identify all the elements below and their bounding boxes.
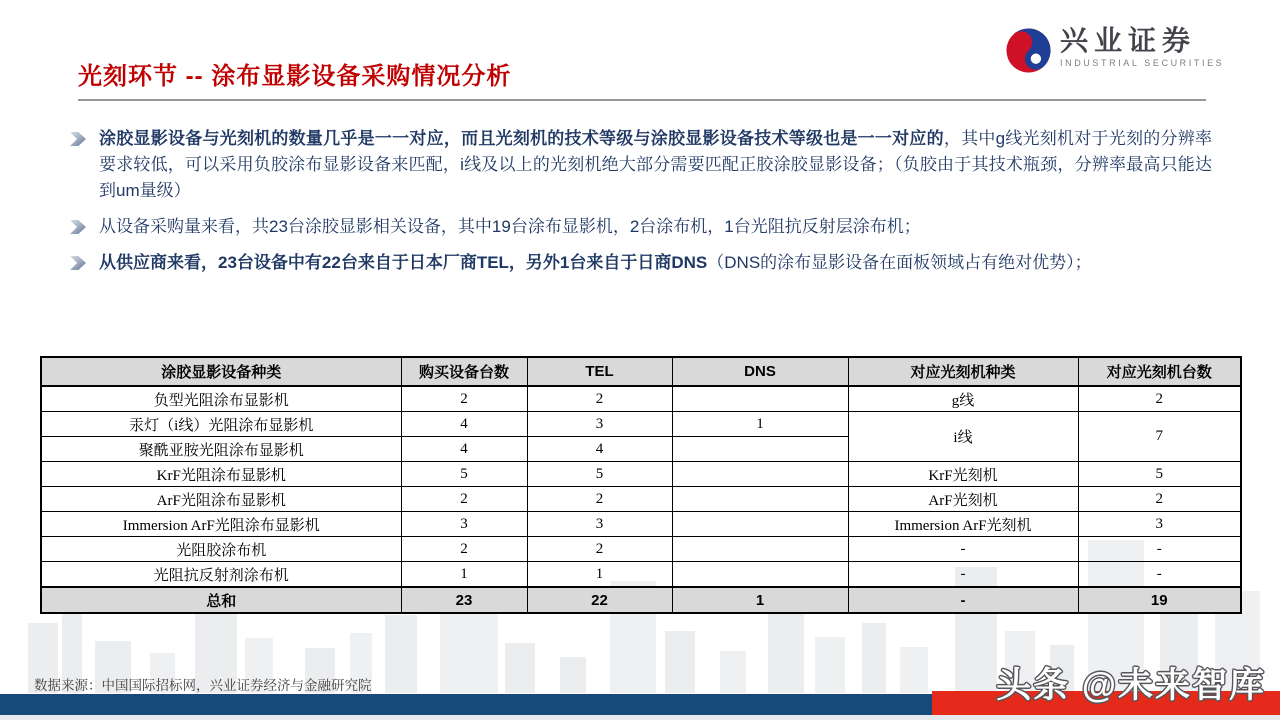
table-cell: 4 [527, 437, 672, 462]
table-cell: 3 [401, 512, 527, 537]
logo-company-subtitle: INDUSTRIAL SECURITIES [1060, 58, 1225, 68]
table-cell: 5 [401, 462, 527, 487]
table-cell [672, 537, 848, 562]
logo-text [1060, 26, 1224, 68]
table-cell: 3 [1078, 512, 1241, 537]
table-cell: 2 [1078, 487, 1241, 512]
table-cell: 聚酰亚胺光阻涂布显影机 [41, 437, 401, 462]
table-row [41, 537, 1241, 562]
logo-swirl-icon [1006, 28, 1051, 73]
table-cell: 2 [401, 487, 527, 512]
chevron-bullet-icon [70, 220, 86, 234]
column-header: 对应光刻机种类 [848, 357, 1078, 386]
total-cell: 23 [401, 587, 527, 613]
table-cell [672, 512, 848, 537]
total-cell: - [848, 587, 1078, 613]
table-total-row [41, 587, 1241, 613]
chevron-bullet-icon [70, 256, 86, 270]
data-source-note: 数据来源：中国国际招标网，兴业证券经济与金融研究院 [34, 678, 372, 693]
table-cell: - [848, 562, 1078, 588]
bullet-text [99, 214, 1212, 240]
table-cell: 7 [1078, 412, 1241, 462]
table-row [41, 386, 1241, 412]
table-cell: i线 [848, 412, 1078, 462]
bullet-text-segment: ，其中g线光刻机对于光刻的分辨率要求较低，可以采用负胶涂布显影设备来匹配，i线及以上的光刻机绝大部分需要匹配正胶涂胶显影设备；（负胶由于其技术瓶颈，分辨率最高只能达到um量级） [99, 129, 1212, 200]
table-cell: 4 [401, 437, 527, 462]
column-header: TEL [527, 357, 672, 386]
bullet-list [70, 126, 1212, 286]
table-cell: 1 [401, 562, 527, 588]
page-title: 光刻环节 -- 涂布显影设备采购情况分析 [78, 63, 512, 90]
column-header: 购买设备台数 [401, 357, 527, 386]
table-cell: 3 [527, 512, 672, 537]
bullet-item [70, 250, 1212, 276]
table-cell: KrF光阻涂布显影机 [41, 462, 401, 487]
table-row [41, 512, 1241, 537]
table-row [41, 562, 1241, 588]
table-cell: 2 [401, 537, 527, 562]
table-cell: 5 [527, 462, 672, 487]
table-cell: 2 [401, 386, 527, 412]
bullet-text [99, 250, 1212, 276]
table-row [41, 412, 1241, 437]
company-logo [1006, 26, 1224, 73]
table-cell: 光阻抗反射剂涂布机 [41, 562, 401, 588]
table-cell: - [1078, 562, 1241, 588]
bullet-text-segment: 从供应商来看，23台设备中有22台来自于日本厂商TEL，另外1台来自于日商DNS [99, 253, 708, 272]
table-cell: - [1078, 537, 1241, 562]
logo-company-name: 兴业证券 [1060, 25, 1197, 56]
watermark-text: 头条 @未来智库 [996, 666, 1266, 705]
chevron-bullet-icon [70, 132, 86, 146]
table-cell: 1 [527, 562, 672, 588]
bullet-item [70, 214, 1212, 240]
table-body [41, 386, 1241, 587]
table-cell: 光阻胶涂布机 [41, 537, 401, 562]
table-cell: 2 [527, 537, 672, 562]
total-cell: 总和 [41, 587, 401, 613]
table-cell [672, 462, 848, 487]
total-cell: 19 [1078, 587, 1241, 613]
procurement-table [40, 356, 1242, 614]
table-cell: - [848, 537, 1078, 562]
table-cell: 4 [401, 412, 527, 437]
bottom-blue-bar [0, 694, 932, 715]
bullet-text-segment: 涂胶显影设备与光刻机的数量几乎是一一对应，而且光刻机的技术等级与涂胶显影设备技术等级也是一一对应的 [99, 129, 944, 148]
table-cell: g线 [848, 386, 1078, 412]
table-cell: KrF光刻机 [848, 462, 1078, 487]
title-divider [78, 99, 1206, 101]
table-header-row [41, 357, 1241, 386]
table-cell: ArF光刻机 [848, 487, 1078, 512]
table-row [41, 462, 1241, 487]
table-cell: 2 [527, 487, 672, 512]
column-header: 对应光刻机台数 [1078, 357, 1241, 386]
table-cell [672, 562, 848, 588]
total-cell: 22 [527, 587, 672, 613]
bullet-text-segment: （DNS的涂布显影设备在面板领域占有绝对优势）； [707, 253, 1092, 272]
bullet-text-segment: 从设备采购量来看，共23台涂胶显影相关设备，其中19台涂布显影机，2台涂布机，1台光阻抗反射层涂布机； [99, 217, 921, 236]
bottom-base-strip [0, 715, 1280, 720]
table-cell: 1 [672, 412, 848, 437]
table-cell: 3 [527, 412, 672, 437]
table-cell: 2 [527, 386, 672, 412]
table-cell: Immersion ArF光阻涂布显影机 [41, 512, 401, 537]
column-header: DNS [672, 357, 848, 386]
table-cell: 汞灯（i线）光阻涂布显影机 [41, 412, 401, 437]
table-cell [672, 487, 848, 512]
table-cell: 5 [1078, 462, 1241, 487]
bullet-text [99, 126, 1212, 204]
table-cell [672, 437, 848, 462]
table-cell: ArF光阻涂布显影机 [41, 487, 401, 512]
total-cell: 1 [672, 587, 848, 613]
bullet-item [70, 126, 1212, 204]
column-header: 涂胶显影设备种类 [41, 357, 401, 386]
table-cell: 负型光阻涂布显影机 [41, 386, 401, 412]
table-cell: 2 [1078, 386, 1241, 412]
table-cell [672, 386, 848, 412]
table-cell: Immersion ArF光刻机 [848, 512, 1078, 537]
table-row [41, 487, 1241, 512]
